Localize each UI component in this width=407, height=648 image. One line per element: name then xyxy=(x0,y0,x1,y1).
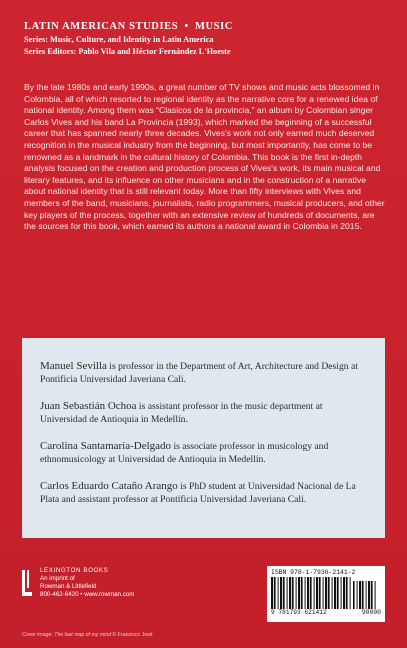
author-bio xyxy=(40,400,367,426)
cover-image-credit xyxy=(22,632,153,638)
series-editors: Series Editors: Pablo Vila and Héctor Fernández L'Hoeste xyxy=(24,47,231,56)
publisher-contact xyxy=(40,591,134,599)
author-name: Manuel Sevilla xyxy=(40,360,107,372)
barcode-bars-icon xyxy=(271,577,353,609)
series-subject-primary: LATIN AMERICAN STUDIES xyxy=(24,21,179,32)
barcode-row xyxy=(271,577,381,609)
publisher-info xyxy=(40,567,134,599)
isbn-barcode xyxy=(267,566,385,622)
author-bio-panel xyxy=(22,338,385,538)
author-bio-text: is PhD student at Universidad Nacional de La Plata and assistant professor at Pontificia Universidad Javeriana Cali. xyxy=(40,481,356,505)
cover-credit-prefix: Cover image: xyxy=(22,632,55,638)
author-name: Juan Sebastián Ochoa xyxy=(40,400,137,412)
publisher-phone: 800-462-6420 xyxy=(40,591,79,598)
author-bio xyxy=(40,480,367,506)
author-bio xyxy=(40,360,367,386)
publisher-website: www.rowman.com xyxy=(84,591,135,598)
cover-credit-suffix: © Francisco José xyxy=(111,632,153,638)
series-subject-secondary: MUSIC xyxy=(194,21,233,32)
author-name: Carolina Santamaría-Delgado xyxy=(40,440,172,452)
cover-credit-title: The last map of my mind xyxy=(54,632,112,638)
series-subject-line xyxy=(24,20,384,34)
isbn-number: ISBN 978-1-7936-2141-2 xyxy=(271,569,356,576)
price-code: 90000 xyxy=(361,609,381,616)
barcode-digits: 9 781793 621412 xyxy=(271,609,327,616)
author-bio-text: is associate professor in musicology and ethnomusicology at Universidad de Antioquia in Medellín. xyxy=(40,441,329,465)
imprint-line: An imprint of xyxy=(40,575,75,582)
author-bio-text: is assistant professor in the music department at Universidad de Antioquia in Medellín. xyxy=(40,401,323,425)
imprint-parent: Rowman & Littlefield xyxy=(40,583,97,590)
price-barcode-bars-icon xyxy=(353,581,377,609)
series-title: Series: Music, Culture, and Identity in Latin America xyxy=(24,35,214,44)
series-header xyxy=(24,20,384,58)
series-bullet: • xyxy=(184,21,189,32)
cover-footer xyxy=(0,540,407,648)
author-name: Carlos Eduardo Cataño Arango xyxy=(40,480,178,492)
publisher-name: LEXINGTON BOOKS xyxy=(40,567,109,574)
author-bio-text: is professor in the Department of Art, Architecture and Design at Pontificia Universidad Javeriana Cali. xyxy=(40,361,358,385)
lexington-logo-icon xyxy=(22,570,32,596)
contact-bullet: • xyxy=(80,591,83,598)
author-bio xyxy=(40,440,367,466)
barcode-label-row xyxy=(271,609,381,617)
book-description: By the late 1980s and early 1990s, a great number of TV shows and music acts blossomed in Colombia, all of which resorted to regional identity as the narrative core for a renewed idea of national identity. Among them was “Clasicos de la provincia,” an album by Colombian singer Carlos Vives and his band La Provincia (1993), which marked the beginning of a successful career that has spanned nearly three decades. Vives's work not only earned much deserved recognition in the musical industry from the beginning, but most importantly, has come to be renowned as a landmark in the cultural history of Colombia. This book is the first in-depth analysis focused on the creation and production process of Vives's work, its main musical and literary features, and its influence on other musicians and in the construction of a narrative about national identity that is still relevant today. More than fifty interviews with Vives and members of the band, musicians, journalists, radio programmers, musical producers, and other key players of the process, together with an extensive review of hundreds of documents, are the sources for this book, which earned its authors a national award in Colombia in 2015. xyxy=(24,82,385,232)
